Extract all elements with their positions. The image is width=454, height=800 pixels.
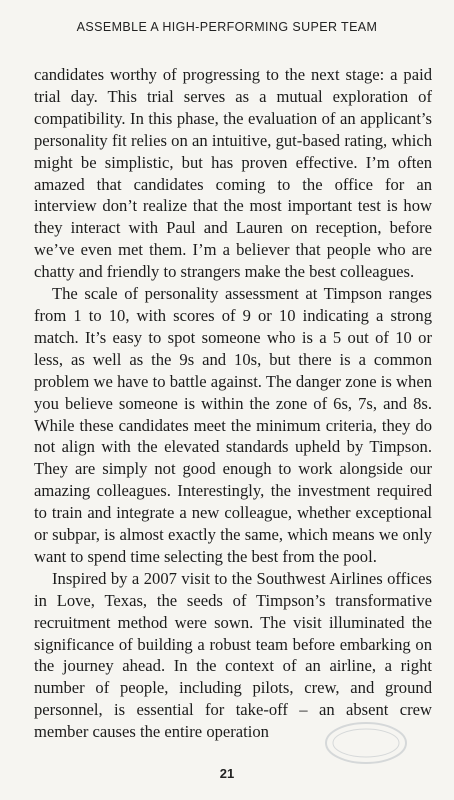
body-text <box>34 64 432 743</box>
paragraph: Inspired by a 2007 visit to the Southwest Airlines offices in Love, Texas, the seeds of Timpson’s transformative recruitment method were sown. The visit illuminated the significance of building a robust team before embarking on the journey ahead. In the context of an airline, a right number of people, including pilots, crew, and ground personnel, is essential for take-off – an absent crew member causes the entire operation <box>34 568 432 742</box>
paragraph: The scale of personality assessment at Timpson ranges from 1 to 10, with scores of 9 or 10 indicating a strong match. It’s easy to spot someone who is a 5 out of 10 or less, as well as the 9s and 10s, but there is a common problem we have to battle against. The danger zone is when you believe someone is within the zone of 6s, 7s, and 8s. While these candidates meet the minimum criteria, they do not align with the elevated standards upheld by Timpson. They are simply not good enough to work alongside our amazing colleagues. Interestingly, the investment required to train and integrate a new colleague, whether exceptional or subpar, is almost exactly the same, which means we only want to spend time selecting the best from the pool. <box>34 284 432 566</box>
paragraph-continued: candidates worthy of progressing to the next stage: a paid trial day. This trial serves as a mutual exploration of compatibility. In this phase, the evaluation of an applicant’s personality fit relies on an intuitive, gut-based rating, which might be simplistic, but has proven effective. I’m often amazed that candidates coming to the office for an interview don’t realize that the most important test is how they interact with Paul and Lauren on reception, before we’ve even met them. I’m a believer that people who are chatty and friendly to strangers make the best colleagues. <box>34 65 432 282</box>
running-head: ASSEMBLE A HIGH-PERFORMING SUPER TEAM <box>76 20 378 34</box>
page-number: 21 <box>219 766 235 781</box>
